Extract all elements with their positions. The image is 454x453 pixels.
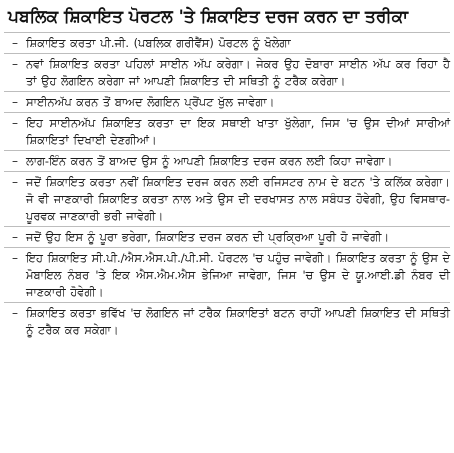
bullet-dash: –: [12, 57, 18, 71]
list-item: [4, 150, 450, 171]
list-item: [4, 171, 450, 226]
list-item-text: ਲਾਗ-ਇੰਨ ਕਰਨ ਤੋਂ ਬਾਅਦ ਉਸ ਨੂੰ ਆਪਣੀ ਸ਼ਿਕਾਇਤ ਦਰਜ ਕਰਨ ਲਈ ਕਿਹਾ ਜਾਵੇਗਾ।: [26, 154, 393, 168]
bullet-dash: –: [12, 251, 18, 265]
bullet-dash: –: [12, 230, 18, 244]
list-item: [4, 91, 450, 112]
bullet-dash: –: [12, 175, 18, 189]
bullet-dash: –: [12, 306, 18, 320]
document-title: ਪਬਲਿਕ ਸ਼ਿਕਾਇਤ ਪੋਰਟਲ 'ਤੇ ਸ਼ਿਕਾਇਤ ਦਰਜ ਕਰਨ ਦਾ ਤਰੀਕਾ: [8, 7, 409, 27]
list-item-text: ਸ਼ਿਕਾਇਤ ਕਰਤਾ ਪੀ.ਜੀ. (ਪਬਲਿਕ ਗਰੀਵੈਂਸ) ਪੋਰਟਲ ਨੂੰ ਖੋਲੇਗਾ: [26, 36, 291, 50]
list-item-text: ਇਹ ਸ਼ਿਕਾਇਤ ਸੀ.ਪੀ./ਐਸ.ਐਸ.ਪੀ./ਪੀ.ਸੀ. ਪੋਰਟਲ 'ਚ ਪਹੁੰਚ ਜਾਵੇਗੀ। ਸ਼ਿਕਾਇਤ ਕਰਤਾ ਨੂੰ ਉਸ ਦੇ ਮੋਬਾਇਲ ਨੰਬਰ 'ਤੇ ਇਕ ਐਸ.ਐਮ.ਐਸ ਭੇਜਿਆ ਜਾਵੇਗਾ, ਜਿਸ 'ਚ ਉਸ ਦੇ ਯੂ.ਆਈ.ਡੀ ਨੰਬਰ ਦੀ ਜਾਣਕਾਰੀ ਹੋਵੇਗੀ।: [26, 251, 450, 299]
bullet-dash: –: [12, 36, 18, 50]
list-item-text: ਨਵਾਂ ਸ਼ਿਕਾਇਤ ਕਰਤਾ ਪਹਿਲਾਂ ਸਾਈਨ ਅੱਪ ਕਰੇਗਾ। ਜੇਕਰ ਉਹ ਦੋਬਾਰਾ ਸਾਈਨ ਅੱਪ ਕਰ ਰਿਹਾ ਹੈ ਤਾਂ ਉਹ ਲੋਗਇਨ ਕਰੇਗਾ ਜਾਂ ਆਪਣੀ ਸ਼ਿਕਾਇਤ ਦੀ ਸਥਿਤੀ ਨੂੰ ਟਰੈਕ ਕਰੇਗਾ।: [26, 57, 450, 88]
bullet-dash: –: [12, 95, 18, 109]
list-item: [4, 247, 450, 302]
list-item: [4, 53, 450, 91]
bullet-dash: –: [12, 116, 18, 130]
list-item-text: ਸਾਈਨਅੱਪ ਕਰਨ ਤੋਂ ਬਾਅਦ ਲੋਗਇਨ ਪ੍ਰੋਂਪਟ ਖੁੱਲ ਜਾਵੇਗਾ।: [26, 95, 275, 109]
list-item: [4, 302, 450, 340]
steps-list: [4, 32, 450, 340]
bullet-dash: –: [12, 154, 18, 168]
list-item-text: ਜਦੋਂ ਉਹ ਇਸ ਨੂੰ ਪੂਰਾ ਭਰੇਗਾ, ਸ਼ਿਕਾਇਤ ਦਰਜ ਕਰਨ ਦੀ ਪ੍ਰਕ੍ਰਿਆ ਪੂਰੀ ਹੋ ਜਾਵੇਗੀ।: [26, 230, 390, 244]
list-item: [4, 32, 450, 53]
list-item-text: ਜਦੋਂ ਸ਼ਿਕਾਇਤ ਕਰਤਾ ਨਵੀਂ ਸ਼ਿਕਾਇਤ ਦਰਜ ਕਰਨ ਲਈ ਰਜਿਸਟਰ ਨਾਮ ਦੇ ਬਟਨ 'ਤੇ ਕਲਿੱਕ ਕਰੇਗਾ। ਜੋ ਵੀ ਜਾਣਕਾਰੀ ਸ਼ਿਕਾਇਤ ਕਰਤਾ ਨਾਲ ਅਤੇ ਉਸ ਦੀ ਦਰਖਾਸਤ ਨਾਲ ਸਬੰਧਤ ਹੋਵੇਗੀ, ਉਹ ਵਿਸਥਾਰ-ਪੂਰਵਕ ਜਾਣਕਾਰੀ ਭਰੀ ਜਾਵੇਗੀ।: [26, 175, 450, 223]
list-item-text: ਇਹ ਸਾਈਨਅੱਪ ਸ਼ਿਕਾਇਤ ਕਰਤਾ ਦਾ ਇਕ ਸਥਾਈ ਖਾਤਾ ਖੁੱਲੇਗਾ, ਜਿਸ 'ਚ ਉਸ ਦੀਆਂ ਸਾਰੀਆਂ ਸ਼ਿਕਾਇਤਾਂ ਦਿਖਾਈ ਦੇਣਗੀਆਂ।: [26, 116, 450, 147]
list-item: [4, 226, 450, 247]
list-item: [4, 112, 450, 150]
list-item-text: ਸ਼ਿਕਾਇਤ ਕਰਤਾ ਭਵਿੱਖ 'ਚ ਲੋਗਇਨ ਜਾਂ ਟਰੈਕ ਸ਼ਿਕਾਇਤਾਂ ਬਟਨ ਰਾਹੀਂ ਆਪਣੀ ਸ਼ਿਕਾਇਤ ਦੀ ਸਥਿਤੀ ਨੂੰ ਟਰੈਕ ਕਰ ਸਕੇਗਾ।: [26, 306, 450, 337]
